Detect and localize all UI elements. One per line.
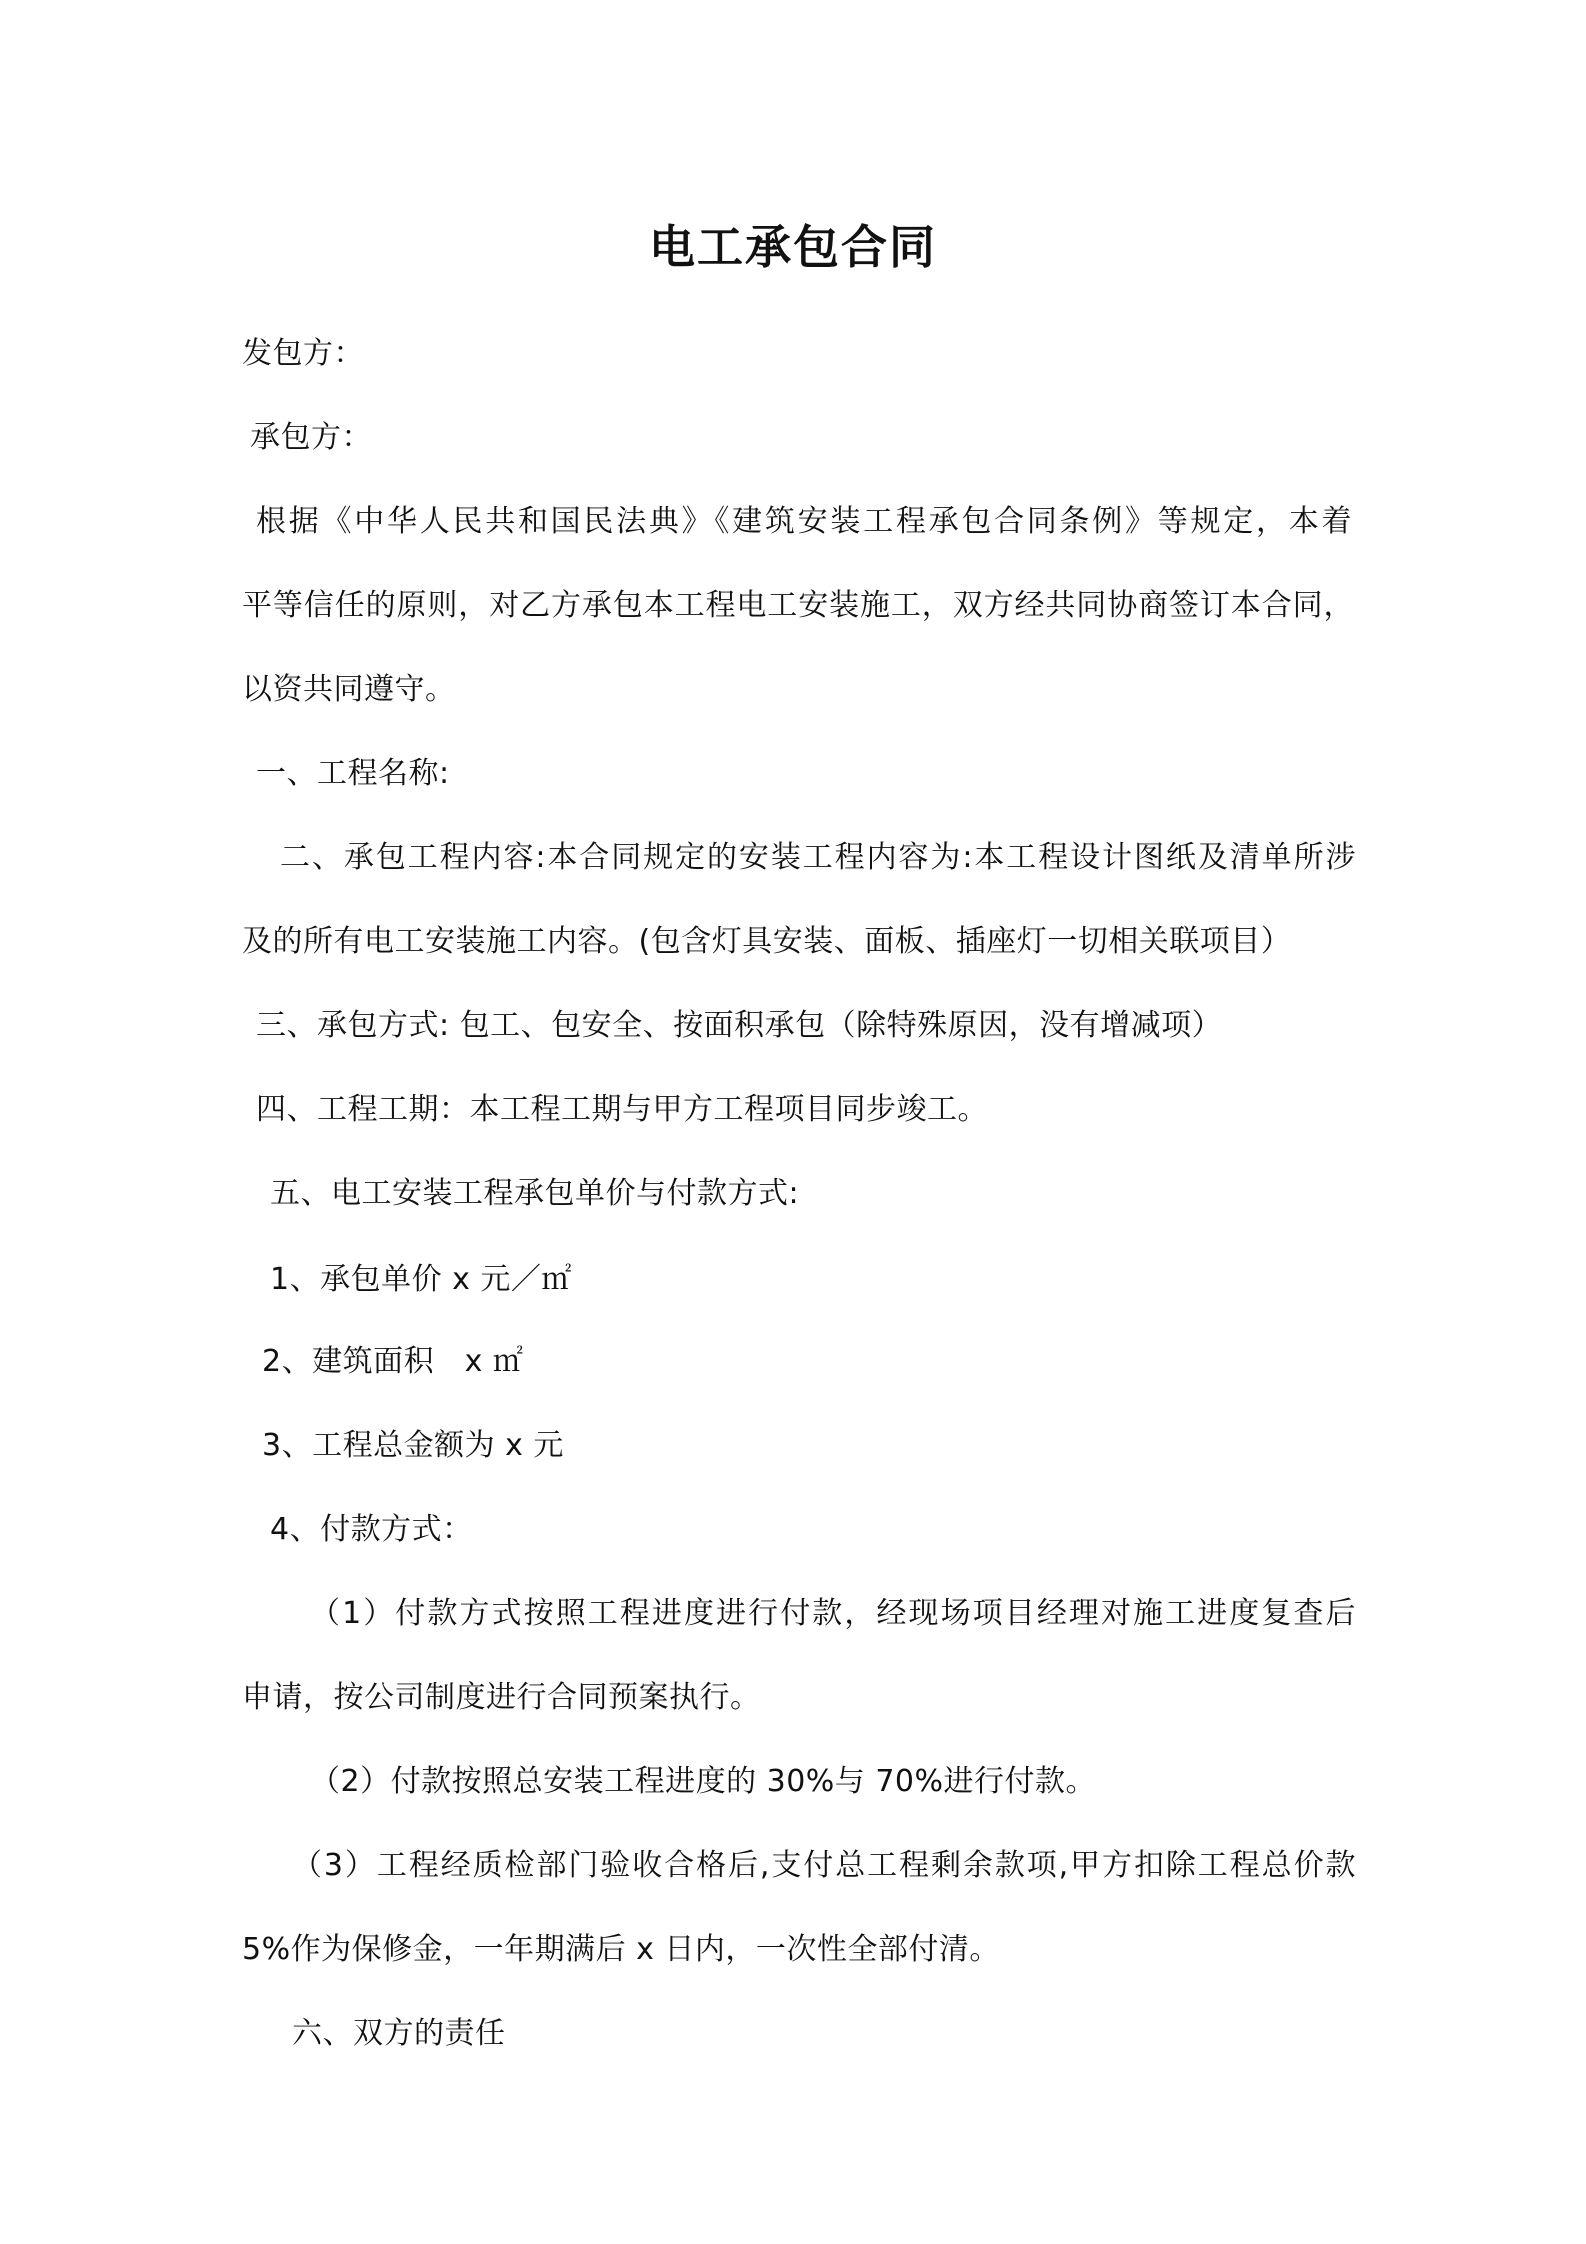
document-title: 电工承包合同 [649,220,937,274]
section-1-project-name: 一、工程名称: [256,756,450,791]
section-3-contract-method: 三、承包方式: 包工、包安全、按面积承包（除特殊原因，没有增减项） [256,1008,1223,1043]
section-5-heading: 五、电工安装工程承包单价与付款方式: [270,1176,800,1211]
section-2-line-1: 二、承包工程内容:本合同规定的安装工程内容为:本工程设计图纸及清单所涉 [280,840,1356,875]
party-b-line: 承包方： [250,420,372,455]
preamble-line-1: 根据《中华人民共和国民法典》《建筑安装工程承包合同条例》等规定，本着 [256,504,1352,539]
payment-clause-2: （2）付款按照总安装工程进度的 30%与 70%进行付款。 [310,1764,1097,1799]
item-1-unit-price: 1、承包单价 x 元／㎡ [270,1262,572,1297]
section-4-schedule: 四、工程工期：本工程工期与甲方工程项目同步竣工。 [256,1092,988,1127]
party-a-line: 发包方： [242,336,364,371]
section-6-responsibilities: 六、双方的责任 [292,2016,506,2051]
preamble-line-3: 以资共同遵守。 [242,672,456,707]
item-3-total-amount: 3、工程总金额为 x 元 [262,1428,564,1463]
preamble-line-2: 平等信任的原则，对乙方承包本工程电工安装施工，双方经共同协商签订本合同， [242,588,1354,623]
item-2-area: 2、建筑面积 x ㎡ [262,1344,524,1379]
payment-clause-1-line-2: 申请，按公司制度进行合同预案执行。 [242,1680,761,1715]
item-4-payment-method: 4、付款方式： [270,1512,473,1547]
payment-clause-3-line-2: 5%作为保修金，一年期满后 x 日内，一次性全部付清。 [242,1932,1000,1967]
payment-clause-1-line-1: （1）付款方式按照工程进度进行付款，经现场项目经理对施工进度复查后 [310,1596,1356,1631]
payment-clause-3-line-1: （3）工程经质检部门验收合格后,支付总工程剩余款项,甲方扣除工程总价款 [292,1848,1356,1883]
section-2-line-2: 及的所有电工安装施工内容。(包含灯具安装、面板、插座灯一切相关联项目） [242,924,1292,959]
